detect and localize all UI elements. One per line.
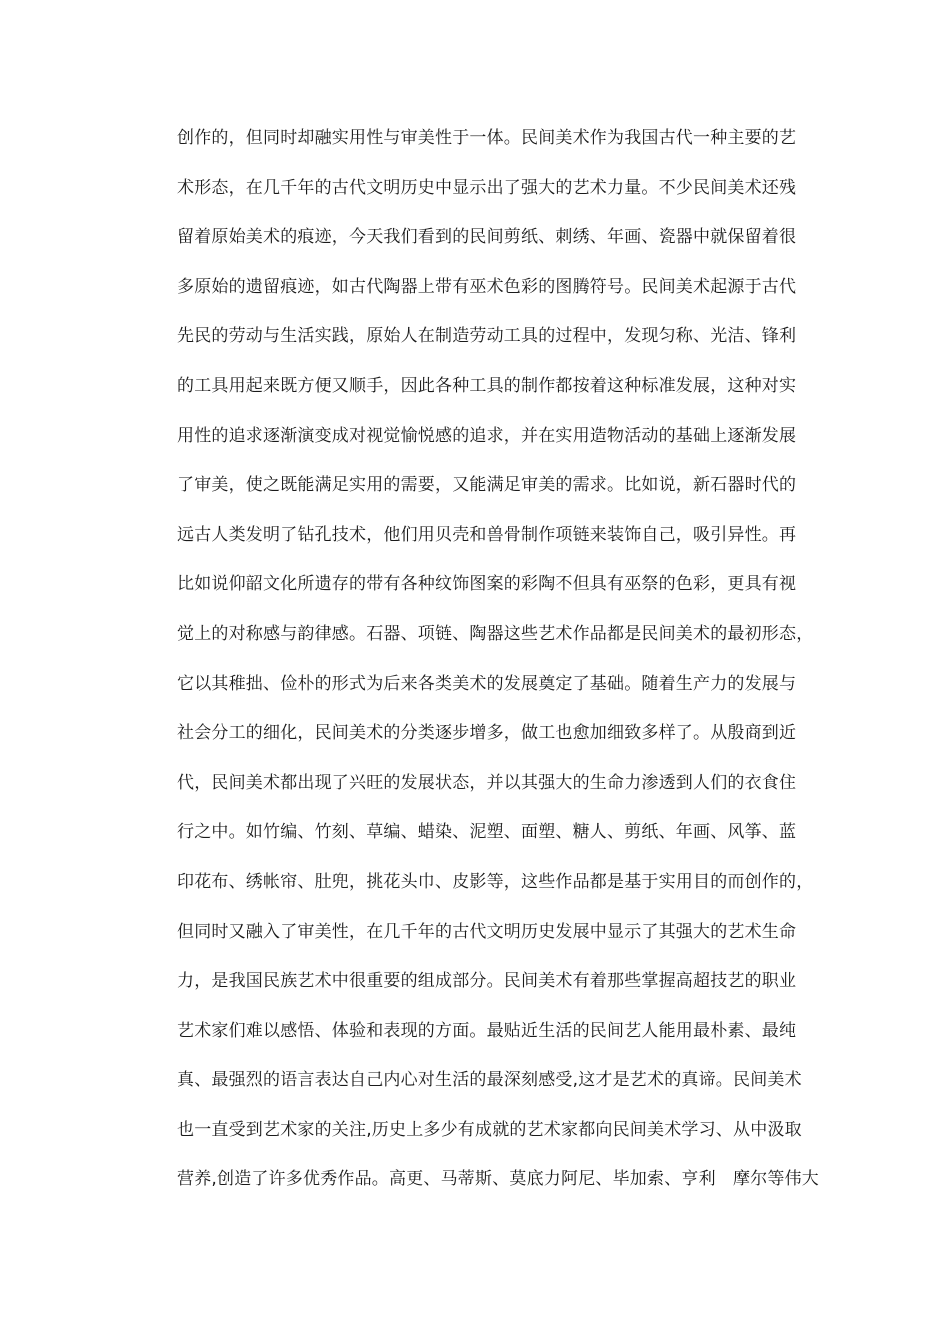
text-line: 术形态，在几千年的古代文明历史中显示出了强大的艺术力量。不少民间美术还残 [177,177,797,198]
text-line: 比如说仰韶文化所遗存的带有各种纹饰图案的彩陶不但具有巫祭的色彩，更具有视 [177,574,797,595]
text-line: 艺术家们难以感悟、体验和表现的方面。最贴近生活的民间艺人能用最朴素、最纯 [177,1020,797,1041]
text-line: 也一直受到艺术家的关注,历史上多少有成就的艺术家都向民间美术学习、从中汲取 [177,1119,802,1140]
text-line: 的工具用起来既方便又顺手，因此各种工具的制作都按着这种标准发展，这种对实 [177,375,797,396]
text-line: 代，民间美术都出现了兴旺的发展状态，并以其强大的生命力渗透到人们的衣食住 [177,772,797,793]
text-line: 真、最强烈的语言表达自己内心对生活的最深刻感受,这才是艺术的真谛。民间美术 [177,1070,802,1091]
text-line: 远古人类发明了钻孔技术，他们用贝壳和兽骨制作项链来装饰自己，吸引异性。再 [177,524,797,545]
text-line: 营养,创造了许多优秀作品。高更、马蒂斯、莫底力阿尼、毕加索、亨利 摩尔等伟大 [177,1169,820,1190]
text-line: 但同时又融入了审美性，在几千年的古代文明历史发展中显示了其强大的艺术生命 [177,921,797,942]
text-line: 行之中。如竹编、竹刻、草编、蜡染、泥塑、面塑、糖人、剪纸、年画、风筝、蓝 [177,822,797,843]
text-line: 它以其稚拙、俭朴的形式为后来各类美术的发展奠定了基础。随着生产力的发展与 [177,673,797,694]
text-line: 多原始的遗留痕迹，如古代陶器上带有巫术色彩的图腾符号。民间美术起源于古代 [177,276,797,297]
text-line: 觉上的对称感与韵律感。石器、项链、陶器这些艺术作品都是民间美术的最初形态， [177,623,814,644]
body-text [177,121,820,1212]
text-line: 力，是我国民族艺术中很重要的组成部分。民间美术有着那些掌握高超技艺的职业 [177,971,797,992]
text-line: 创作的，但同时却融实用性与审美性于一体。民间美术作为我国古代一种主要的艺 [177,128,797,148]
text-line: 印花布、绣帐帘、肚兜，挑花头巾、皮影等，这些作品都是基于实用目的而创作的， [177,871,814,892]
text-line: 留着原始美术的痕迹，今天我们看到的民间剪纸、刺绣、年画、瓷器中就保留着很 [177,227,797,248]
text-line: 社会分工的细化，民间美术的分类逐步增多，做工也愈加细致多样了。从殷商到近 [177,723,797,744]
text-line: 了审美，使之既能满足实用的需要，又能满足审美的需求。比如说，新石器时代的 [177,475,797,496]
text-line: 先民的劳动与生活实践，原始人在制造劳动工具的过程中，发现匀称、光洁、锋利 [177,326,797,347]
text-line: 用性的追求逐渐演变成对视觉愉悦感的追求，并在实用造物活动的基础上逐渐发展 [177,425,797,446]
